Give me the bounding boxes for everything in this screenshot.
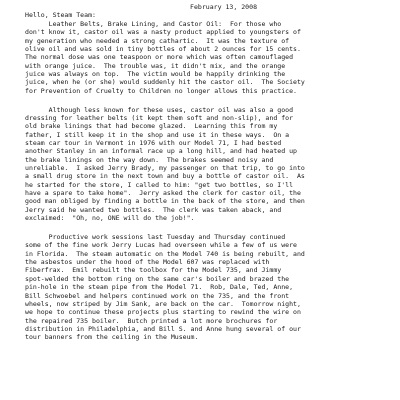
paragraph-line: in Florida. The steam automatic on the Model 740 is being rebuilt, and [25, 249, 305, 258]
paragraph-line: Fiberfrax. Emil rebuilt the toolbox for the Model 735, and Jimmy [25, 266, 282, 275]
paragraph-line: spot-welded the bottom ring on the same car's boiler and brazed the [25, 274, 290, 283]
paragraph-line: old brake linings that had become glazed. Learning this from my [25, 122, 278, 131]
paragraph-line: he started for the store, I called to him: "get two bottles, so I'll [25, 180, 294, 189]
letter-paragraph [25, 106, 377, 223]
letter-date: February 13, 2008 [190, 3, 258, 11]
paragraph-line: with orange juice. The trouble was, it didn't mix, and the orange [25, 61, 286, 70]
paragraph-line: another Stanley in an informal race up a long hill, and had heated up [25, 147, 297, 156]
letter-body [25, 20, 377, 352]
paragraph-line: we hope to continue these projects plus starting to rewind the wire on [25, 308, 301, 317]
paragraph-line: dressing for leather belts (it kept them soft and non-slip), and for [25, 114, 294, 123]
paragraph-line: Productive work sessions last Tuesday and Thursday continued [25, 233, 286, 242]
paragraph-line: for Prevention of Cruelty to Children no longer allows this practice. [25, 86, 297, 95]
letter-paragraph [25, 233, 377, 341]
paragraph-line: Bill Schwoebel and helpers continued work on the 735, and the front [25, 291, 290, 300]
paragraph-line: exclaimed: "Oh, no, ONE will do the job!". [25, 214, 195, 223]
letter-greeting: Hello, Steam Team: [25, 11, 96, 19]
paragraph-line: olive oil and was sold in tiny bottles of about 2 ounces for 15 cents. [25, 45, 301, 54]
paragraph-line: the brake linings on the way down. The brakes seemed noisy and [25, 155, 274, 164]
paragraph-line: juice was always on top. The victim would be happily drinking the [25, 70, 286, 79]
paragraph-line: good man obliged by finding a bottle in the back of the store, and then [25, 197, 305, 206]
paragraph-line: tour banners from the ceiling in the Museum. [25, 333, 199, 342]
letter-paragraph [25, 20, 377, 95]
paragraph-line: Jerry said he wanted two bottles. The clerk was taken aback, and [25, 205, 282, 214]
paragraph-line: have a spare to take home". Jerry asked the clerk for castor oil, the [25, 189, 301, 198]
paragraph-line: distribution in Philadelphia, and Bill S. and Anne hung several of our [25, 324, 301, 333]
paragraph-line: steam car tour in Vermont in 1976 with our Model 71, I had bested [25, 139, 282, 148]
paragraph-line: The normal dose was one teaspoon or more which was often camouflaged [25, 53, 294, 62]
paragraph-line: pin-hole in the steam pipe from the Model 71. Rob, Dale, Ted, Anne, [25, 283, 294, 292]
paragraph-line: father, I still keep it in the shop and use it in these ways. On a [25, 130, 290, 139]
paragraph-line: don't know it, castor oil was a nasty product applied to youngsters of [25, 28, 301, 37]
paragraph-line: Leather Belts, Brake Lining, and Castor Oil: For those who [25, 20, 282, 28]
paragraph-line: juice, when he (or she) would suddenly hit the castor oil. The Society [25, 78, 305, 87]
paragraph-line: a small drug store in the next town and buy a bottle of castor oil. As [25, 172, 305, 181]
paragraph-line: some of the fine work Jerry Lucas had overseen while a few of us were [25, 241, 297, 250]
paragraph-line: the repaired 735 boiler. Butch printed a lot more brochures for [25, 316, 278, 325]
paragraph-line: the asbestos under the hood of the Model 607 was replaced with [25, 258, 270, 267]
paragraph-line: wheels, now striped by Jim Sank, are back on the car. Tomorrow night, [25, 299, 301, 308]
paragraph-line: Although less known for these uses, castor oil was also a good [25, 105, 294, 114]
paragraph-line: unreliable. I asked Jerry Brady, my passenger on that trip, to go into [25, 164, 305, 173]
paragraph-line: my generation who needed a strong cathartic. It was the texture of [25, 36, 290, 45]
